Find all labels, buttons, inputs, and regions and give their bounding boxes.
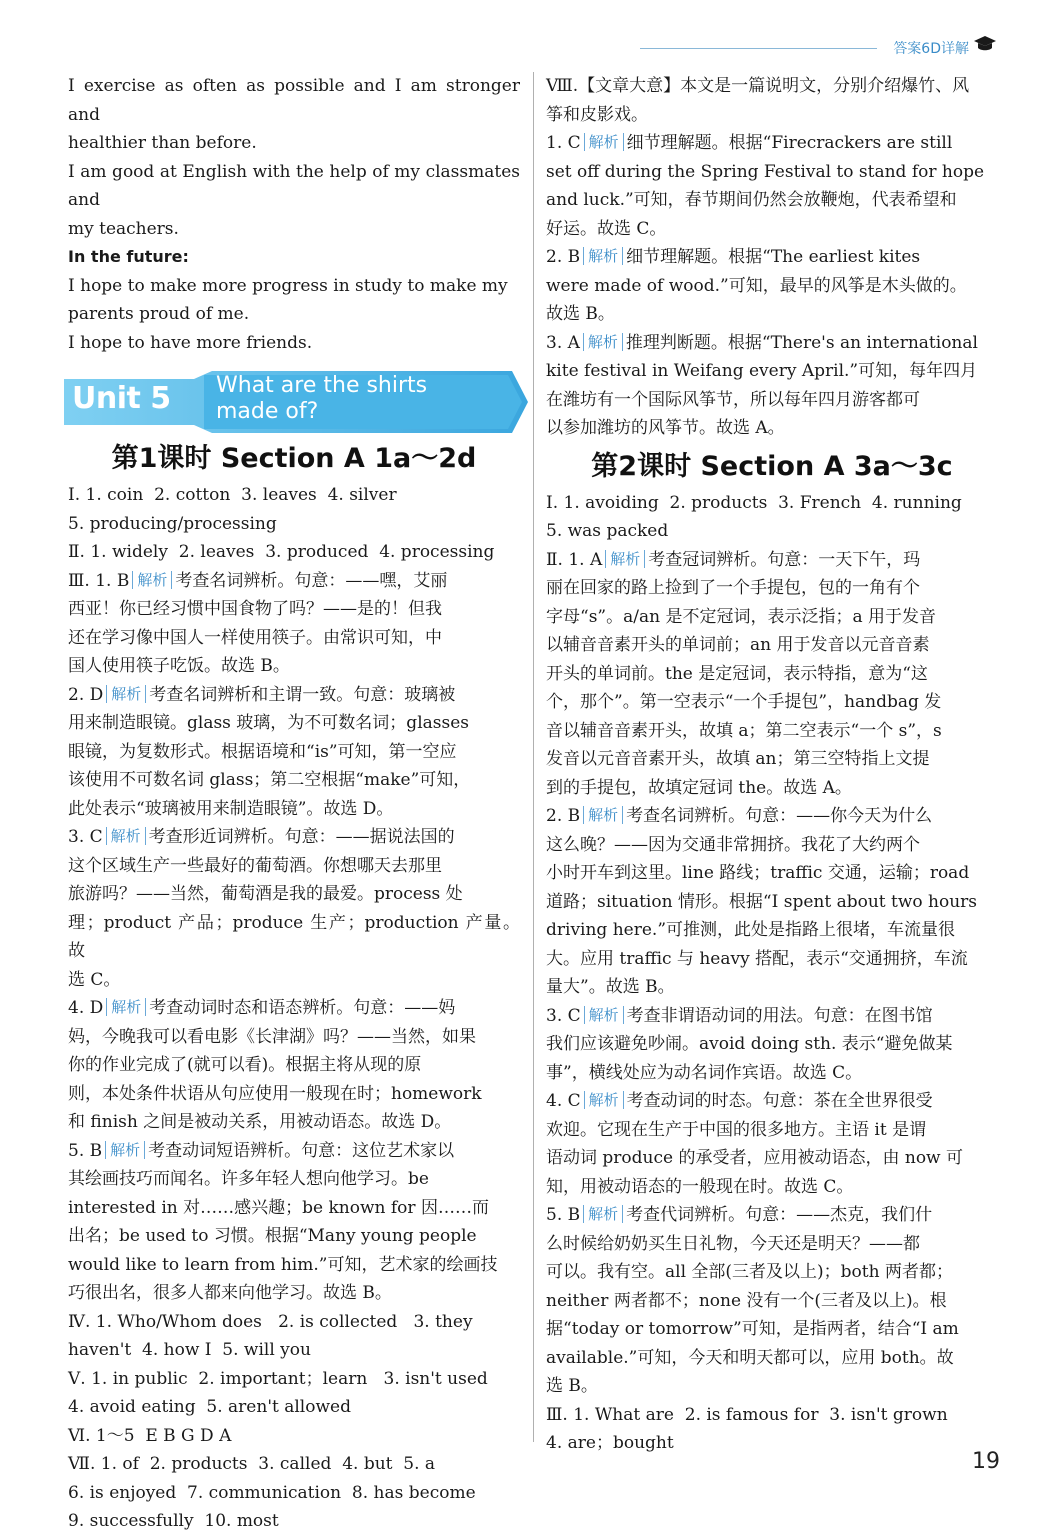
analysis-text: 推理判断题。根据“There's an international [625, 332, 978, 353]
analysis-text: 考查动词的时态。句意：茶在全世界很受 [626, 1091, 933, 1111]
answer-line: driving here.”可推测，此处是指路上很堵，车流量很 [546, 920, 956, 940]
answer-line [68, 567, 520, 596]
answer-line: 量大”。故选 B。 [546, 977, 675, 997]
text-line: I hope to make more progress in study to make my [68, 275, 508, 296]
answer-line: 道路；situation 情形。根据“I spent about two hours [546, 891, 978, 912]
analysis-tag: 解析 [583, 1205, 623, 1223]
answer-number: 2. D [68, 684, 104, 705]
answer-number: 3. C [546, 1005, 581, 1026]
analysis-tag: 解析 [584, 133, 624, 151]
answer-line: 眼镜，为复数形式。根据语境和“is”可知，第一空应 [68, 741, 457, 762]
answer-line: 旅游吗？——当然，葡萄酒是我的最爱。process 处 [68, 884, 463, 904]
analysis-text: 考查名词辨析。句意：——你今天为什么 [626, 806, 933, 826]
analysis-tag: 解析 [583, 333, 623, 351]
answer-line: Ⅵ. 1～5 E B G D A [68, 1425, 232, 1446]
answer-line: 丽在回家的路上捡到了一个手提包，包的一角有个 [546, 578, 920, 598]
answer-line: 么时候给奶奶买生日礼物，今天还是明天？——都 [546, 1233, 920, 1254]
right-column [546, 72, 998, 1458]
answer-line: 发音以元音音素开头，故填 an；第三空特指上文提 [546, 749, 930, 769]
analysis-tag: 解析 [583, 806, 623, 824]
answer-line: 妈，今晚我可以看电影《长津湖》吗？——当然，如果 [68, 1026, 476, 1047]
answer-number: 1. C [546, 133, 581, 153]
answer-line: 出名；be used to 习惯。根据“Many young people [68, 1226, 477, 1246]
analysis-tag: 解析 [584, 1006, 624, 1024]
analysis-tag: 解析 [106, 998, 146, 1016]
answer-line: 我们应该避免吵闹。avoid doing sth. 表示“避免做某 [546, 1034, 953, 1054]
unit-title-line: What are the shirts [216, 373, 428, 398]
answer-line: Ⅶ. 1. of 2. products 3. called 4. but 5. a [68, 1454, 436, 1474]
header-title: 答案6D详解 [893, 41, 969, 57]
answer-number: Ⅱ. 1. A [546, 549, 603, 570]
answer-line: were made of wood.”可知，最早的风筝是木头做的。 [546, 275, 967, 296]
answer-line: Ⅷ.【文章大意】本文是一篇说明文，分别介绍爆竹、风 [546, 76, 970, 96]
answer-line: Ⅴ. 1. in public 2. important；learn 3. isn't used [68, 1368, 488, 1389]
future-heading: In the future: [68, 247, 189, 266]
answer-line: 则，本处条件状语从句应使用一般现在时；homework [68, 1083, 482, 1104]
answer-line: Ⅳ. 1. Who/Whom does 2. is collected 3. they [68, 1311, 473, 1332]
answer-line: 用来制造眼镜。glass 玻璃，为不可数名词；glasses [68, 713, 469, 733]
answer-line: 选 C。 [68, 969, 121, 990]
answer-line [546, 243, 998, 272]
text-line: I hope to have more friends. [68, 332, 313, 353]
text-line: healthier than before. [68, 133, 257, 153]
answer-line: 到的手提包，故填定冠词 the。故选 A。 [546, 777, 852, 798]
answer-line: Ⅰ. 1. coin 2. cotton 3. leaves 4. silver [68, 485, 397, 505]
page-header [640, 38, 997, 60]
answer-line [546, 802, 998, 831]
answer-number: Ⅲ. 1. B [68, 570, 130, 591]
answer-line: 以参加潍坊的风筝节。故选 A。 [546, 418, 785, 438]
answer-line: 字母“s”。a/an 是不定冠词，表示泛指；a 用于发音 [546, 606, 936, 627]
answer-line: 这么晚？——因为交通非常拥挤。我花了大约两个 [546, 834, 920, 855]
answer-line: 语动词 produce 的承受者，应用被动语态，由 now 可 [546, 1148, 964, 1168]
analysis-tag: 解析 [106, 685, 146, 703]
unit-title-line: made of? [216, 399, 319, 424]
answer-line [68, 823, 520, 852]
answer-line: 这个区域生产一些最好的葡萄酒。你想哪天去那里 [68, 855, 442, 876]
answer-line [546, 1087, 998, 1116]
header-rule [640, 48, 877, 49]
answer-line: 在潍坊有一个国际风筝节，所以每年四月游客都可 [546, 389, 920, 410]
answer-line: available.”可知，今天和明天都可以，应用 both。故 [546, 1347, 954, 1368]
answer-line: 和 finish 之间是被动关系，用被动语态。故选 D。 [68, 1112, 452, 1132]
answer-line: kite festival in Weifang every April.”可知，每年四月 [546, 361, 978, 381]
answer-line: 可以。我有空。all 全部(三者及以上)；both 两者都； [546, 1262, 953, 1282]
text-line: I am good at English with the help of my classmates and [68, 161, 526, 210]
analysis-text: 细节理解题。根据“The earliest kites [626, 247, 921, 267]
answer-number: 2. B [546, 806, 581, 826]
answer-line [68, 681, 520, 710]
answer-line: 此处表示“玻璃被用来制造眼镜”。故选 D。 [68, 798, 394, 819]
page-number: 19 [972, 1449, 1000, 1474]
answer-line: 西亚！你已经习惯中国食物了吗？——是的！但我 [68, 599, 442, 619]
answer-line: 据“today or tomorrow”可知，是指两者，结合“I am [546, 1319, 959, 1339]
answer-line: 筝和皮影戏。 [546, 104, 648, 125]
answer-line: 5. was packed [546, 521, 669, 541]
answer-line: 好运。故选 C。 [546, 218, 667, 239]
answer-line: Ⅰ. 1. avoiding 2. products 3. French 4. running [546, 492, 962, 513]
analysis-text: 细节理解题。根据“Firecrackers are still [626, 133, 953, 153]
answer-line: 开头的单词前。the 是定冠词，表示特指，意为“这 [546, 663, 928, 684]
analysis-text: 考查代词辨析。句意：——杰克，我们什 [626, 1205, 933, 1225]
analysis-tag: 解析 [106, 827, 146, 845]
graduation-cap-icon [973, 32, 997, 56]
answer-line: 欢迎。它现在生产于中国的很多地方。主语 it 是谓 [546, 1119, 927, 1140]
answer-line [546, 1002, 998, 1031]
answer-line: 选 B。 [546, 1376, 598, 1396]
answer-line: 音以辅音音素开头，故填 a；第二空表示“一个 s”，s [546, 720, 942, 741]
unit-label: Unit 5 [72, 381, 171, 416]
section-heading: 第2课时 Section A 3a～3c [591, 450, 953, 482]
analysis-text: 考查冠词辨析。句意：一天下午，玛 [648, 549, 921, 570]
analysis-text: 考查名词辨析和主谓一致。句意：玻璃被 [149, 684, 456, 705]
analysis-text: 考查非谓语动词的用法。句意：在图书馆 [626, 1005, 933, 1026]
analysis-text: 考查名词辨析。句意：——嘿，艾丽 [175, 570, 448, 591]
answer-line [546, 129, 998, 158]
answer-number: 3. C [68, 827, 103, 847]
answer-number: 4. C [546, 1091, 581, 1111]
text-line: I exercise as often as possible and I am stronger and [68, 76, 526, 125]
analysis-text: 考查动词短语辨析。句意：这位艺术家以 [148, 1140, 455, 1161]
unit-banner [64, 371, 520, 433]
answer-line: interested in 对……感兴趣；be known for 因……而 [68, 1197, 489, 1218]
answer-line: 其绘画技巧而闻名。许多年轻人想向他学习。be [68, 1169, 429, 1189]
answer-line [546, 329, 998, 358]
answer-line: 4. avoid eating 5. aren't allowed [68, 1397, 351, 1417]
analysis-tag: 解析 [132, 571, 172, 589]
answer-line: 故选 B。 [546, 304, 615, 324]
answer-line: haven't 4. how I 5. will you [68, 1340, 311, 1360]
answer-line [68, 994, 520, 1023]
answer-line: 事”，横线处应为动名词作宾语。故选 C。 [546, 1062, 863, 1083]
answer-line: 该使用不可数名词 glass；第二空根据“make”可知， [68, 770, 471, 790]
answer-number: 2. B [546, 247, 581, 267]
answer-line: 大。应用 traffic 与 heavy 搭配，表示“交通拥挤，车流 [546, 948, 968, 969]
answer-line: Ⅱ. 1. widely 2. leaves 3. produced 4. processing [68, 542, 495, 562]
unit-title [216, 373, 427, 425]
answer-line: 巧很出名，很多人都来向他学习。故选 B。 [68, 1283, 392, 1303]
answer-line: 国人使用筷子吃饭。故选 B。 [68, 656, 290, 676]
text-line: parents proud of me. [68, 304, 250, 324]
left-column [68, 72, 526, 1536]
answer-line: Ⅲ. 1. What are 2. is famous for 3. isn't grown [546, 1404, 948, 1425]
answer-line: 你的作业完成了(就可以看)。根据主将从现的原 [68, 1055, 422, 1075]
answer-line: 理；product 产品；produce 生产；production 产量。故 [68, 912, 520, 961]
answer-line [68, 1137, 520, 1166]
answer-line: and luck.”可知，春节期间仍然会放鞭炮，代表希望和 [546, 190, 957, 210]
text-line: my teachers. [68, 218, 179, 239]
answer-line [546, 546, 998, 575]
answer-line: would like to learn from him.”可知，艺术家的绘画技 [68, 1254, 498, 1275]
answer-number: 5. B [546, 1205, 581, 1225]
answer-line [546, 1201, 998, 1230]
analysis-text: 考查形近词辨析。句意：——据说法国的 [148, 827, 455, 847]
analysis-tag: 解析 [105, 1141, 145, 1159]
answer-line: 小时开车到这里。line 路线；traffic 交通，运输；road [546, 863, 970, 883]
column-divider [533, 72, 534, 1442]
answer-line: 还在学习像中国人一样使用筷子。由常识可知，中 [68, 627, 442, 648]
answer-line: 个，那个”。第一空表示“一个手提包”，handbag 发 [546, 692, 942, 712]
answer-line: 6. is enjoyed 7. communication 8. has become [68, 1482, 476, 1503]
analysis-tag: 解析 [583, 247, 623, 265]
answer-number: 4. D [68, 998, 104, 1018]
answer-line: set off during the Spring Festival to stand for hope [546, 161, 985, 182]
answer-line: 5. producing/processing [68, 513, 277, 534]
section-heading: 第1课时 Section A 1a～2d [111, 443, 477, 474]
answer-line: 以辅音音素开头的单词前；an 用于发音以元音音素 [546, 635, 930, 655]
analysis-tag: 解析 [605, 550, 645, 568]
answer-number: 5. B [68, 1140, 103, 1161]
analysis-tag: 解析 [584, 1091, 624, 1109]
analysis-text: 考查动词时态和语态辨析。句意：——妈 [149, 998, 456, 1018]
answer-line: 9. successfully 10. most [68, 1511, 279, 1531]
answer-number: 3. A [546, 332, 580, 353]
answer-line: 4. are；bought [546, 1433, 674, 1453]
answer-line: neither 两者都不；none 没有一个(三者及以上)。根 [546, 1290, 947, 1311]
answer-line: 知，用被动语态的一般现在时。故选 C。 [546, 1176, 854, 1197]
